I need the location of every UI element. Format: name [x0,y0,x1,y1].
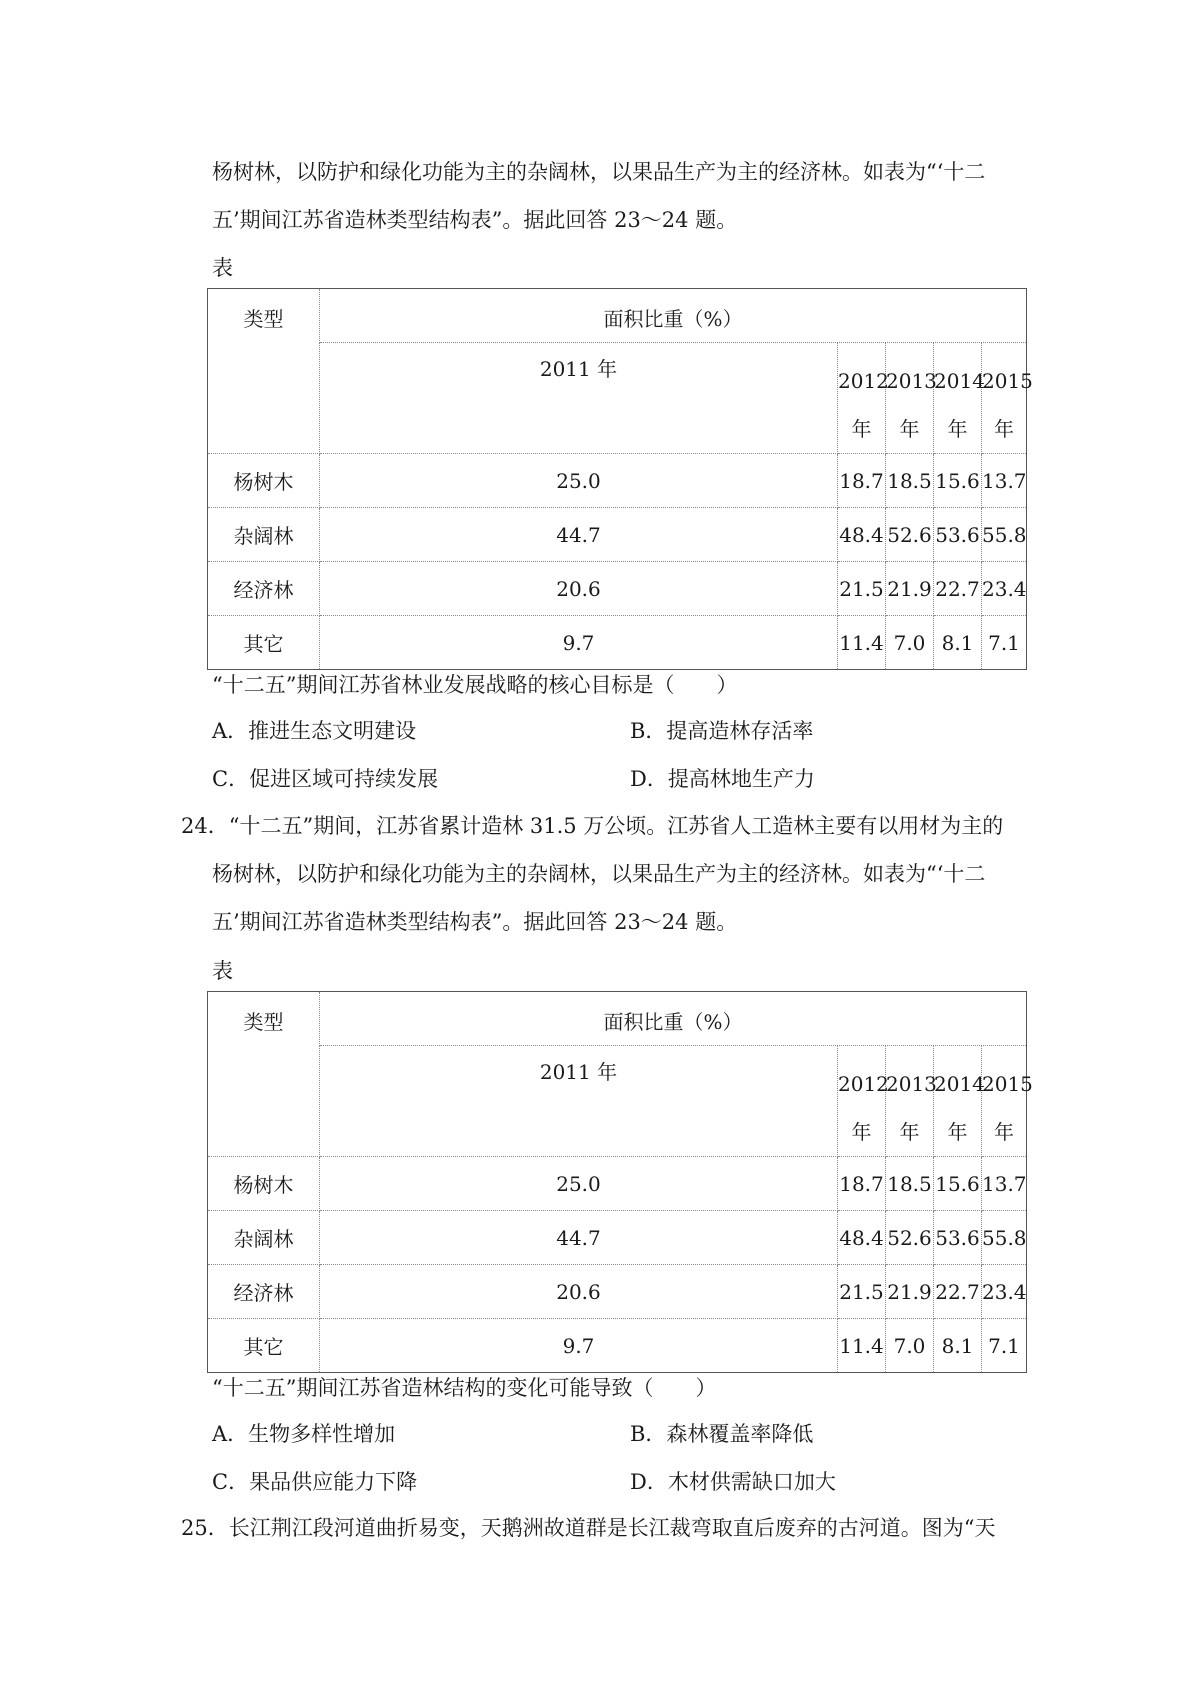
q24-line-3: 五’期间江苏省造林类型结构表”。据此回答 23～24 题。 [212,910,738,934]
q23-option-c[interactable]: C．促进区域可持续发展 [212,767,439,791]
intro-line-2: 五’期间江苏省造林类型结构表”。据此回答 23～24 题。 [212,208,738,232]
cell: 23.4 [982,562,1027,616]
cell: 7.0 [886,616,934,670]
row-name: 其它 [208,616,320,670]
cell: 15.6 [934,454,982,508]
cell: 18.5 [886,1157,934,1211]
q24-stem: “十二五”期间江苏省造林结构的变化可能导致（ ） [212,1376,717,1400]
year-2015-header: 2015 年 [982,343,1027,454]
area-header: 面积比重（%） [320,289,1027,343]
cell: 8.1 [934,1319,982,1373]
cell: 21.9 [886,1265,934,1319]
row-name: 杨树木 [208,454,320,508]
q25-line-1: 25．长江荆江段河道曲折易变，天鹅洲故道群是长江裁弯取直后废弃的古河道。图为“天 [181,1516,996,1540]
year-2014-header: 2014 年 [934,343,982,454]
row-name: 杂阔林 [208,508,320,562]
type-header: 类型 [208,992,320,1157]
cell: 15.6 [934,1157,982,1211]
cell: 18.5 [886,454,934,508]
cell: 53.6 [934,508,982,562]
forest-structure-table-1 [207,288,1033,670]
cell: 25.0 [320,1157,838,1211]
cell: 52.6 [886,508,934,562]
q23-option-a[interactable]: A．推进生态文明建设 [212,719,417,743]
year-2013-header: 2013 年 [886,343,934,454]
forest-structure-table-2 [207,991,1033,1373]
cell: 23.4 [982,1265,1027,1319]
intro-line-1: 杨树林，以防护和绿化功能为主的杂阔林，以果品生产为主的经济林。如表为“‘十二 [212,160,986,184]
cell: 20.6 [320,1265,838,1319]
cell: 22.7 [934,1265,982,1319]
cell: 13.7 [982,1157,1027,1211]
year-2012-header: 2012 年 [838,343,886,454]
row-name: 杨树木 [208,1157,320,1211]
table-caption-2: 表 [212,959,233,983]
year-2011-header: 2011 年 [320,1046,838,1157]
cell: 20.6 [320,562,838,616]
cell: 44.7 [320,1211,838,1265]
q23-option-b[interactable]: B．提高造林存活率 [630,719,814,743]
year-2011-header: 2011 年 [320,343,838,454]
cell: 53.6 [934,1211,982,1265]
cell: 11.4 [838,616,886,670]
table-caption-1: 表 [212,256,233,280]
q24-option-a[interactable]: A．生物多样性增加 [212,1422,396,1446]
q24-option-d[interactable]: D．木材供需缺口加大 [630,1470,836,1494]
cell: 48.4 [838,1211,886,1265]
cell: 55.8 [982,508,1027,562]
cell: 52.6 [886,1211,934,1265]
cell: 13.7 [982,454,1027,508]
year-2013-header: 2013 年 [886,1046,934,1157]
q24-line-1: 24．“十二五”期间，江苏省累计造林 31.5 万公顷。江苏省人工造林主要有以用材为主的 [181,814,1004,838]
cell: 9.7 [320,616,838,670]
row-name: 经济林 [208,1265,320,1319]
cell: 18.7 [838,454,886,508]
cell: 21.9 [886,562,934,616]
row-name: 经济林 [208,562,320,616]
q23-stem: “十二五”期间江苏省林业发展战略的核心目标是（ ） [212,673,738,697]
cell: 22.7 [934,562,982,616]
cell: 18.7 [838,1157,886,1211]
row-name: 其它 [208,1319,320,1373]
type-header: 类型 [208,289,320,454]
area-header: 面积比重（%） [320,992,1027,1046]
cell: 55.8 [982,1211,1027,1265]
q23-option-d[interactable]: D．提高林地生产力 [630,767,815,791]
cell: 44.7 [320,508,838,562]
cell: 7.1 [982,616,1027,670]
q24-option-b[interactable]: B．森林覆盖率降低 [630,1422,814,1446]
year-2012-header: 2012 年 [838,1046,886,1157]
year-2015-header: 2015 年 [982,1046,1027,1157]
cell: 7.0 [886,1319,934,1373]
q24-line-2: 杨树林，以防护和绿化功能为主的杂阔林，以果品生产为主的经济林。如表为“‘十二 [212,862,986,886]
q24-option-c[interactable]: C．果品供应能力下降 [212,1470,418,1494]
cell: 21.5 [838,1265,886,1319]
cell: 8.1 [934,616,982,670]
cell: 9.7 [320,1319,838,1373]
cell: 11.4 [838,1319,886,1373]
row-name: 杂阔林 [208,1211,320,1265]
cell: 48.4 [838,508,886,562]
cell: 7.1 [982,1319,1027,1373]
cell: 21.5 [838,562,886,616]
cell: 25.0 [320,454,838,508]
year-2014-header: 2014 年 [934,1046,982,1157]
